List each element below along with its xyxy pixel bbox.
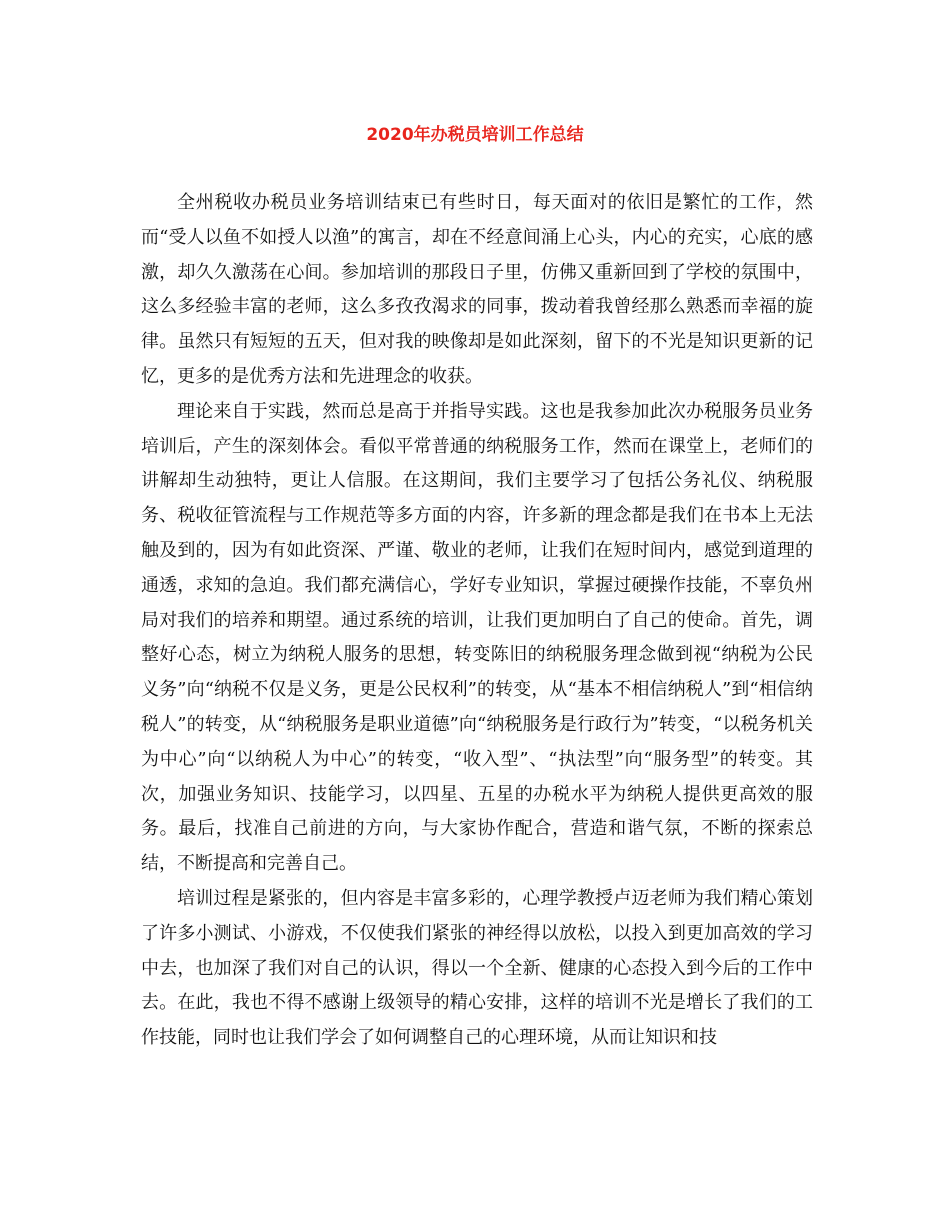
document-title: 2020年办税员培训工作总结 <box>366 125 584 145</box>
paragraph-3: 培训过程是紧张的，但内容是丰富多彩的，心理学教授卢迈老师为我们精心策划了许多小测试、小游戏，不仅使我们紧张的神经得以放松，以投入到更加高效的学习中去，也加深了我们对自己的认识，得以一个全新、健康的心态投入到今后的工作中去。在此，我也不得不感谢上级领导的精心安排，这样的培训不光是增长了我们的工作技能，同时也让我们学会了如何调整自己的心理环境，从而让知识和技 <box>141 887 813 1049</box>
paragraph-1: 全州税收办税员业务培训结束已有些时日，每天面对的依旧是繁忙的工作，然而“受人以鱼不如授人以渔”的寓言，却在不经意间涌上心头，内心的充实，心底的感激，却久久激荡在心间。参加培训的那段日子里，仿佛又重新回到了学校的氛围中，这么多经验丰富的老师，这么多孜孜渴求的同事，拨动着我曾经那么熟悉而幸福的旋律。虽然只有短短的五天，但对我的映像却是如此深刻，留下的不光是知识更新的记忆，更多的是优秀方法和先进理念的收获。 <box>141 192 813 387</box>
paragraph-2: 理论来自于实践，然而总是高于并指导实践。这也是我参加此次办税服务员业务培训后，产生的深刻体会。看似平常普通的纳税服务工作，然而在课堂上，老师们的讲解却生动独特，更让人信服。在这期间，我们主要学习了包括公务礼仪、纳税服务、税收征管流程与工作规范等多方面的内容，许多新的理念都是我们在书本上无法触及到的，因为有如此资深、严谨、敬业的老师，让我们在短时间内，感觉到道理的通透，求知的急迫。我们都充满信心，学好专业知识，掌握过硬操作技能，不辜负州局对我们的培养和期望。通过系统的培训，让我们更加明白了自己的使命。首先，调整好心态，树立为纳税人服务的思想，转变陈旧的纳税服务理念做到视“纳税为公民义务”向“纳税不仅是义务，更是公民权利”的转变，从“基本不相信纳税人”到“相信纳税人”的转变，从“纳税服务是职业道德”向“纳税服务是行政行为”转变，“以税务机关为中心”向“以纳税人为中心”的转变，“收入型”、“执法型”向“服务型”的转变。其次，加强业务知识、技能学习，以四星、五星的办税水平为纳税人提供更高效的服务。最后，找准自己前进的方向，与大家协作配合，营造和谐气氛，不断的探索总结，不断提高和完善自己。 <box>141 400 813 875</box>
document-body <box>141 186 813 1056</box>
